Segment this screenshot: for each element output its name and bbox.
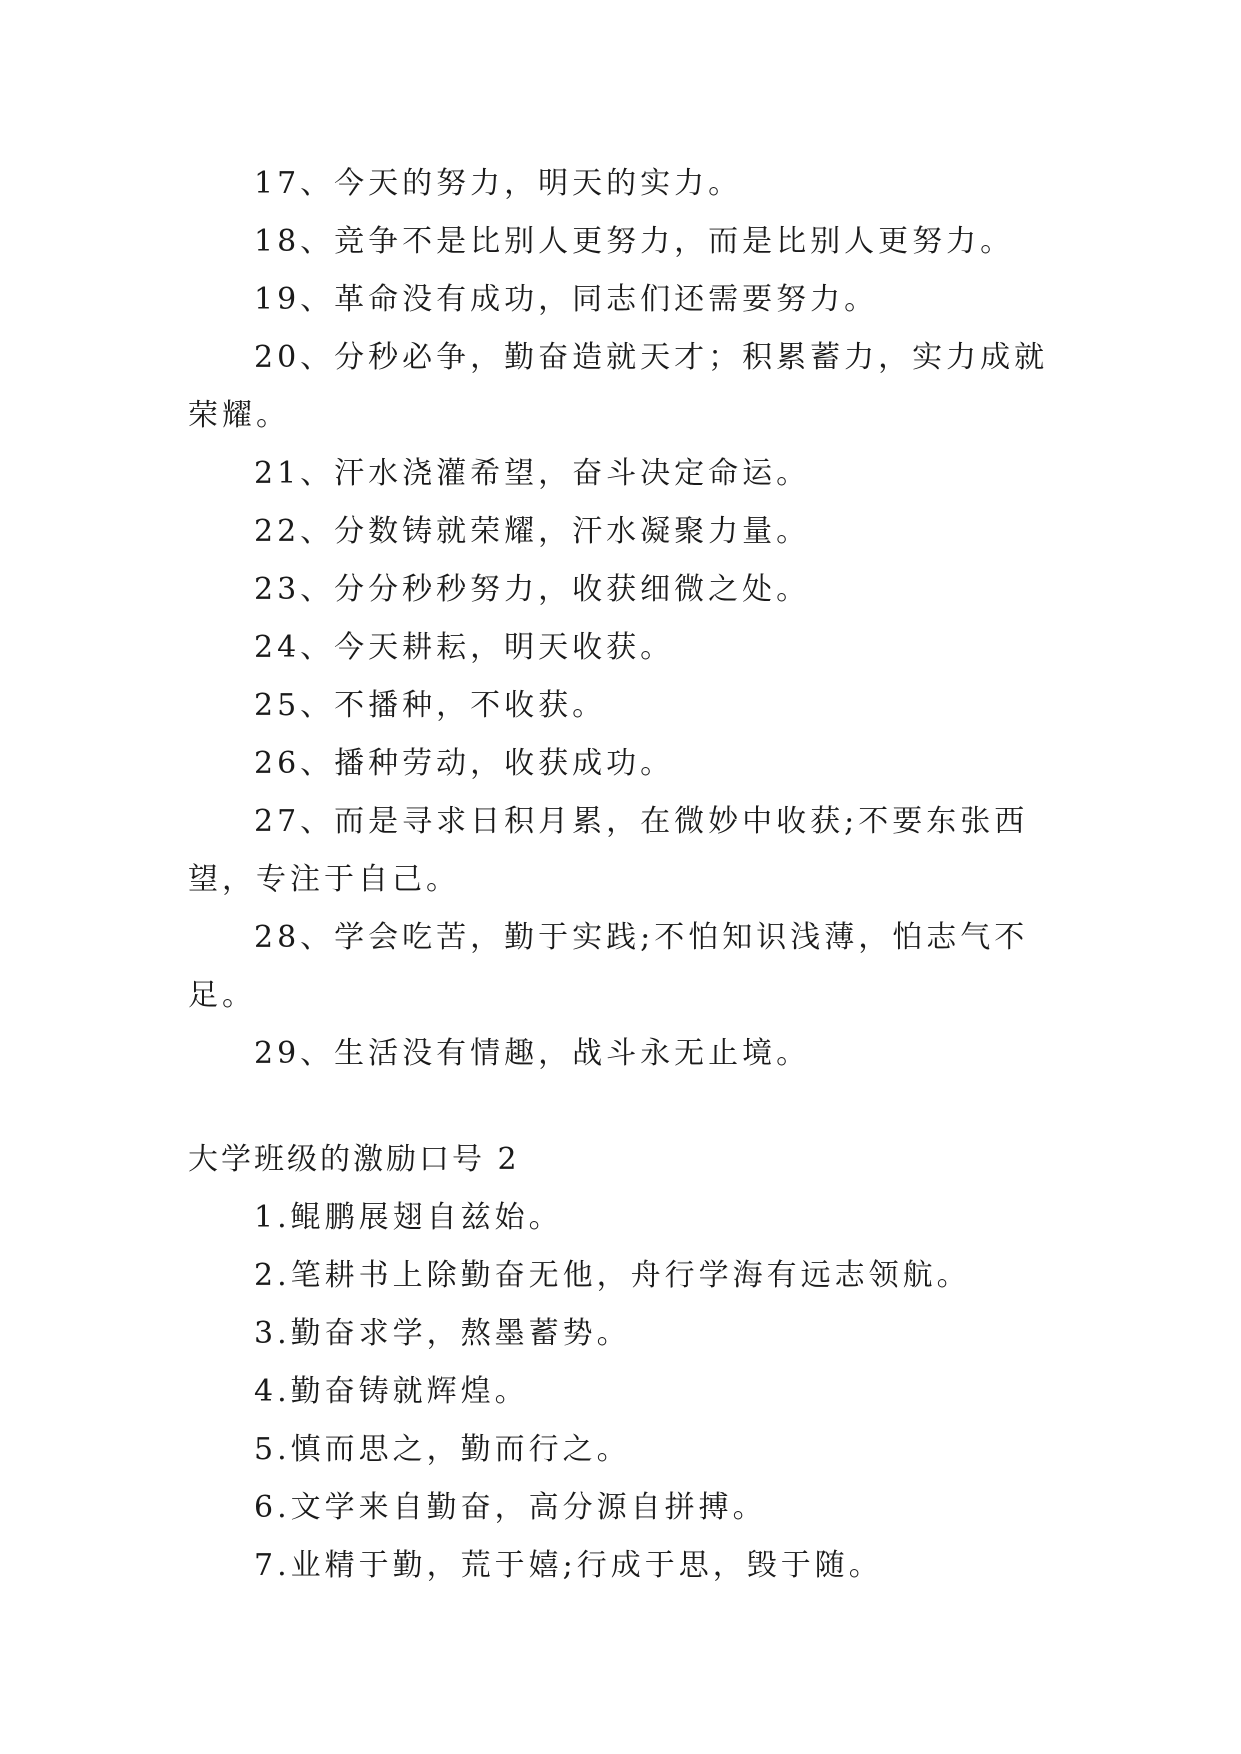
list-item: 21、汗水浇灌希望，奋斗决定命运。 [254, 456, 811, 491]
document-page [188, 155, 1068, 1595]
list-item: 18、竞争不是比别人更努力，而是比别人更努力。 [254, 224, 1015, 259]
list-item: 6.文学来自勤奋，高分源自拼搏。 [254, 1490, 767, 1525]
list-item: 5.慎而思之，勤而行之。 [254, 1432, 631, 1467]
list-item: 19、革命没有成功，同志们还需要努力。 [254, 282, 879, 317]
list-item: 27、而是寻求日积月累，在微妙中收获;不要东张西望，专注于自己。 [188, 804, 1029, 897]
list-item: 7.业精于勤，荒于嬉;行成于思，毁于随。 [254, 1548, 883, 1583]
list-item: 20、分秒必争，勤奋造就天才；积累蓄力，实力成就荣耀。 [188, 340, 1049, 433]
list-item: 23、分分秒秒努力，收获细微之处。 [254, 572, 811, 607]
list-item: 25、不播种，不收获。 [254, 688, 607, 723]
list-item: 22、分数铸就荣耀，汗水凝聚力量。 [254, 514, 811, 549]
section-heading: 大学班级的激励口号 2 [188, 1142, 520, 1177]
list-item: 4.勤奋铸就辉煌。 [254, 1374, 529, 1409]
list-item: 17、今天的努力，明天的实力。 [254, 166, 743, 201]
list-item: 28、学会吃苦，勤于实践;不怕知识浅薄，怕志气不足。 [188, 920, 1029, 1013]
list-item: 1.鲲鹏展翅自兹始。 [254, 1200, 563, 1235]
slogan-list-2 [188, 1131, 1068, 1595]
list-item: 26、播种劳动，收获成功。 [254, 746, 675, 781]
list-item: 24、今天耕耘，明天收获。 [254, 630, 675, 665]
slogan-list-1 [188, 155, 1068, 1083]
list-item: 2.笔耕书上除勤奋无他，舟行学海有远志领航。 [254, 1258, 971, 1293]
list-item: 29、生活没有情趣，战斗永无止境。 [254, 1036, 811, 1071]
list-item: 3.勤奋求学，熬墨蓄势。 [254, 1316, 631, 1351]
